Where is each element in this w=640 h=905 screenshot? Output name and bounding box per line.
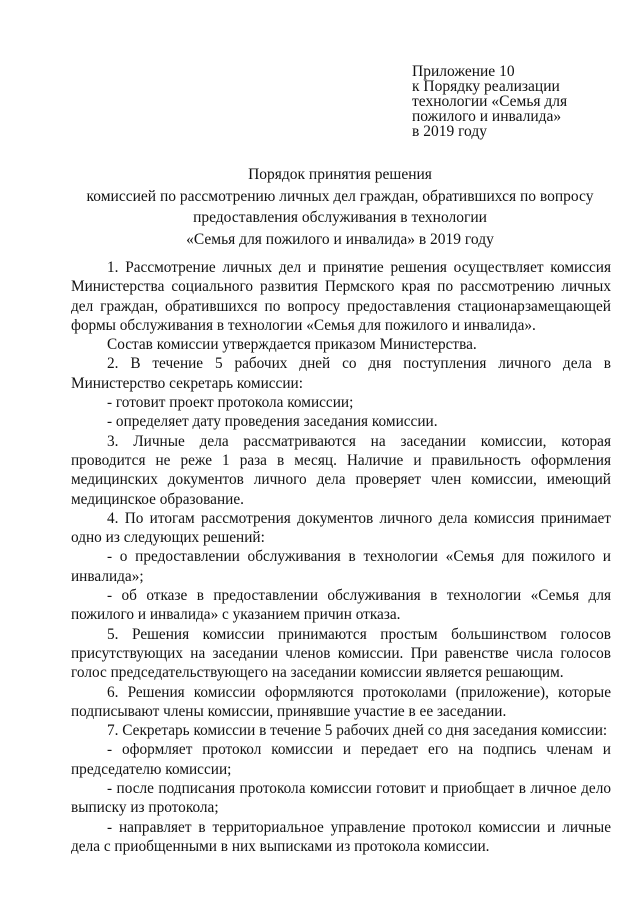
paragraph: 7. Секретарь комиссии в течение 5 рабочих дней со дня заседания комиссии: <box>107 722 608 740</box>
document-title <box>70 164 610 250</box>
appendix-line: в 2019 году <box>412 123 487 140</box>
paragraph: - определяет дату проведения заседания комиссии. <box>107 413 438 431</box>
paragraph: 1. Рассмотрение личных дел и принятие решения осуществляет комиссия Министерства социального развития Пермского края по рассмотрению личных дел граждан, обратившихся по вопросу предоставления стационарзамещающей формы обслуживания в технологии «Семья для пожилого и инвалида». <box>71 259 611 334</box>
paragraph: Состав комиссии утверждается приказом Министерства. <box>107 336 477 354</box>
appendix-line: Приложение 10 <box>412 63 515 80</box>
paragraph: - оформляет протокол комиссии и передает его на подпись членам и председателю комиссии; <box>71 741 611 778</box>
title-line: предоставления обслуживания в технологии <box>193 209 487 226</box>
paragraph: 2. В течение 5 рабочих дней со дня поступления личного дела в Министерство секретарь комиссии: <box>71 355 611 392</box>
appendix-note <box>412 64 622 139</box>
appendix-line: пожилого и инвалида» <box>412 108 562 125</box>
title-line: Порядок принятия решения <box>248 166 432 183</box>
paragraph: - после подписания протокола комиссии готовит и приобщает в личное дело выписку из протокола; <box>71 780 611 817</box>
document-body <box>71 258 611 856</box>
title-line: «Семья для пожилого и инвалида» в 2019 году <box>186 230 494 248</box>
paragraph: - о предоставлении обслуживания в технологии «Семья для пожилого и инвалида»; <box>71 548 611 585</box>
paragraph: 5. Решения комиссии принимаются простым большинством голосов присутствующих на заседании членов комиссии. При равенстве числа голосов голос председательствующего на заседании комиссии является решающим. <box>71 625 611 682</box>
appendix-line: к Порядку реализации <box>412 78 560 95</box>
paragraph: 6. Решения комиссии оформляются протоколами (приложение), которые подписывают члены комиссии, принявшие участие в ее заседании. <box>71 683 611 720</box>
paragraph: - готовит проект протокола комиссии; <box>107 394 354 412</box>
paragraph: - направляет в территориальное управление протокол комиссии и личные дела с приобщенными в них выписками из протокола комиссии. <box>71 818 611 855</box>
appendix-line: технологии «Семья для <box>412 93 568 110</box>
paragraph: 4. По итогам рассмотрения документов личного дела комиссия принимает одно из следующих решений: <box>71 509 611 547</box>
paragraph: 3. Личные дела рассматриваются на заседании комиссии, которая проводится не реже 1 раза в месяц. Наличие и правильность оформления медицинских документов личного дела проверяет член комиссии, имеющий медицинское образование. <box>71 432 611 508</box>
paragraph: - об отказе в предоставлении обслуживания в технологии «Семья для пожилого и инвалида» с указанием причин отказа. <box>71 587 611 624</box>
title-line: комиссией по рассмотрению личных дел граждан, обратившихся по вопросу <box>86 187 594 205</box>
